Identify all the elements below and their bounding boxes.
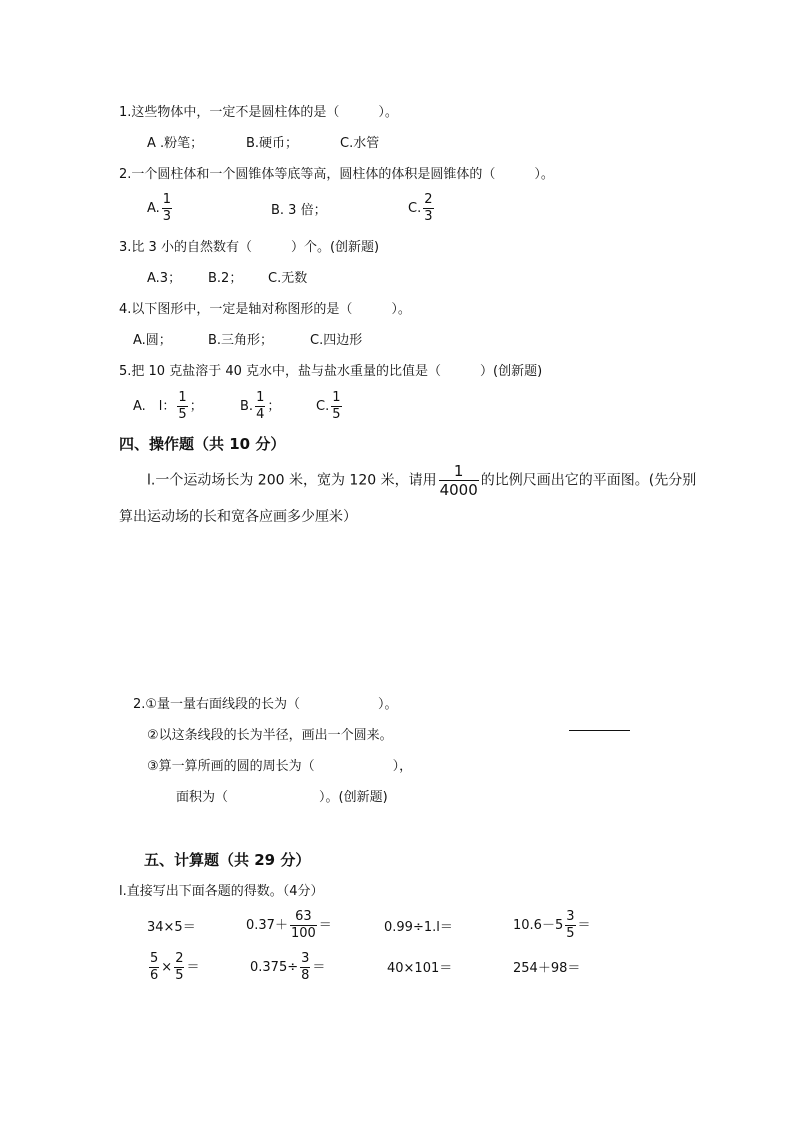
calc-r2-e1-suffix: ＝ xyxy=(186,960,200,975)
numerator: 1 xyxy=(178,390,187,405)
calc-r1-e1: 34×5＝ xyxy=(147,920,196,935)
q2-option-b: B. 3 倍； xyxy=(271,203,327,218)
denominator: 4000 xyxy=(439,481,478,499)
q4-option-b: B.三角形； xyxy=(208,333,274,348)
calc-r2-e2 xyxy=(250,951,325,984)
calc-r2-e1-op: × xyxy=(161,960,173,975)
numerator: 1 xyxy=(332,390,341,405)
q5-option-a xyxy=(133,390,203,423)
denominator: 5 xyxy=(178,407,187,422)
q2-stem: 2.一个圆柱体和一个圆锥体等底等高，圆柱体的体积是圆锥体的（ ）。 xyxy=(119,167,554,182)
s4-problem2-line1: 2.①量一量右面线段的长为（ ）。 xyxy=(133,697,398,712)
s5-intro: l.直接写出下面各题的得数。（4分） xyxy=(119,884,324,899)
q3-option-c: C.无数 xyxy=(268,271,308,286)
denominator: 5 xyxy=(566,926,575,941)
denominator: 5 xyxy=(332,407,341,422)
fraction xyxy=(162,192,172,225)
fraction xyxy=(174,951,184,984)
q5-option-b-suffix: ； xyxy=(267,399,281,414)
calc-r1-e2-prefix: 0.37＋ xyxy=(246,918,288,933)
denominator: 3 xyxy=(424,209,433,224)
q5-option-a-suffix: ； xyxy=(189,399,203,414)
q5-stem: 5.把 10 克盐溶于 40 克水中，盐与盐水重量的比值是（ ）(创新题) xyxy=(119,364,543,379)
numerator: 1 xyxy=(162,192,172,207)
calc-r1-e4 xyxy=(513,909,591,942)
q2-option-c-prefix: C. xyxy=(408,201,422,216)
fraction xyxy=(177,390,187,423)
fraction xyxy=(255,390,265,423)
numerator: 5 xyxy=(150,951,159,966)
s4-problem1-line2: 算出运动场的长和宽各应画多少厘米） xyxy=(119,509,357,525)
calc-r1-e2 xyxy=(246,909,332,942)
fraction xyxy=(149,951,159,984)
calc-r2-e2-prefix: 0.375÷ xyxy=(250,960,299,975)
numerator: 2 xyxy=(424,192,433,207)
q4-stem: 4.以下图形中，一定是轴对称图形的是（ ）。 xyxy=(119,302,411,317)
numerator: 1 xyxy=(256,390,265,405)
q2-option-a-prefix: A. xyxy=(147,201,160,216)
q1-stem: 1.这些物体中，一定不是圆柱体的是（ ）。 xyxy=(119,105,398,120)
q4-option-c: C.四边形 xyxy=(310,333,363,348)
s4-problem1-before: l.一个运动场长为 200 米，宽为 120 米，请用 xyxy=(147,472,437,489)
s4-problem1-line1 xyxy=(147,462,696,499)
denominator: 100 xyxy=(290,926,316,941)
numerator: 3 xyxy=(301,951,310,966)
section5-heading: 五、计算题（共 29 分） xyxy=(144,851,311,869)
q1-option-c: C.水管 xyxy=(340,136,380,151)
q5-option-c xyxy=(316,390,344,423)
calc-r1-e2-suffix: ＝ xyxy=(318,918,332,933)
q5-option-b-prefix: B. xyxy=(240,399,254,414)
s4-problem2-line2: ②以这条线段的长为半径，画出一个圆来。 xyxy=(147,728,393,743)
fraction xyxy=(423,192,433,225)
numerator: 1 xyxy=(453,462,464,480)
calc-r1-e3: 0.99÷1.l＝ xyxy=(384,920,453,935)
s4-problem1-after: 的比例尺画出它的平面图。(先分别 xyxy=(480,472,697,489)
calc-r1-e4-prefix: 10.6－5 xyxy=(513,918,564,933)
fraction xyxy=(565,909,575,942)
q5-option-b xyxy=(240,390,280,423)
calc-r1-e4-suffix: ＝ xyxy=(577,918,591,933)
q1-option-b: B.硬币； xyxy=(246,136,299,151)
measure-line-segment xyxy=(569,730,630,731)
denominator: 5 xyxy=(175,968,184,983)
q4-option-a: A.圆； xyxy=(133,333,172,348)
denominator: 4 xyxy=(256,407,265,422)
numerator: 3 xyxy=(566,909,575,924)
denominator: 3 xyxy=(162,209,172,224)
calc-r2-e3: 40×101＝ xyxy=(387,961,453,976)
q2-option-c xyxy=(408,192,436,225)
calc-r2-e2-suffix: ＝ xyxy=(312,960,326,975)
q3-option-b: B.2； xyxy=(208,271,243,286)
q1-option-a: A .粉笔； xyxy=(147,136,204,151)
fraction xyxy=(300,951,310,984)
section4-heading: 四、操作题（共 10 分） xyxy=(119,435,286,453)
fraction xyxy=(331,390,341,423)
fraction xyxy=(290,909,317,942)
s4-problem2-line3: ③算一算所画的圆的周长为（ ）， xyxy=(147,759,413,774)
q3-option-a: A.3； xyxy=(147,271,182,286)
q3-stem: 3.比 3 小的自然数有（ ）个。(创新题) xyxy=(119,240,380,255)
numerator: 2 xyxy=(175,951,184,966)
q2-option-a xyxy=(147,192,174,225)
scale-fraction xyxy=(439,462,479,499)
s4-problem2-line4: 面积为（ ）。(创新题) xyxy=(176,790,388,805)
calc-r2-e4: 254＋98＝ xyxy=(513,961,581,976)
denominator: 6 xyxy=(150,968,159,983)
q5-option-c-prefix: C. xyxy=(316,399,330,414)
numerator: 63 xyxy=(295,909,312,924)
denominator: 8 xyxy=(301,968,310,983)
q5-option-a-prefix: A. l： xyxy=(133,399,176,414)
calc-r2-e1 xyxy=(147,951,199,984)
